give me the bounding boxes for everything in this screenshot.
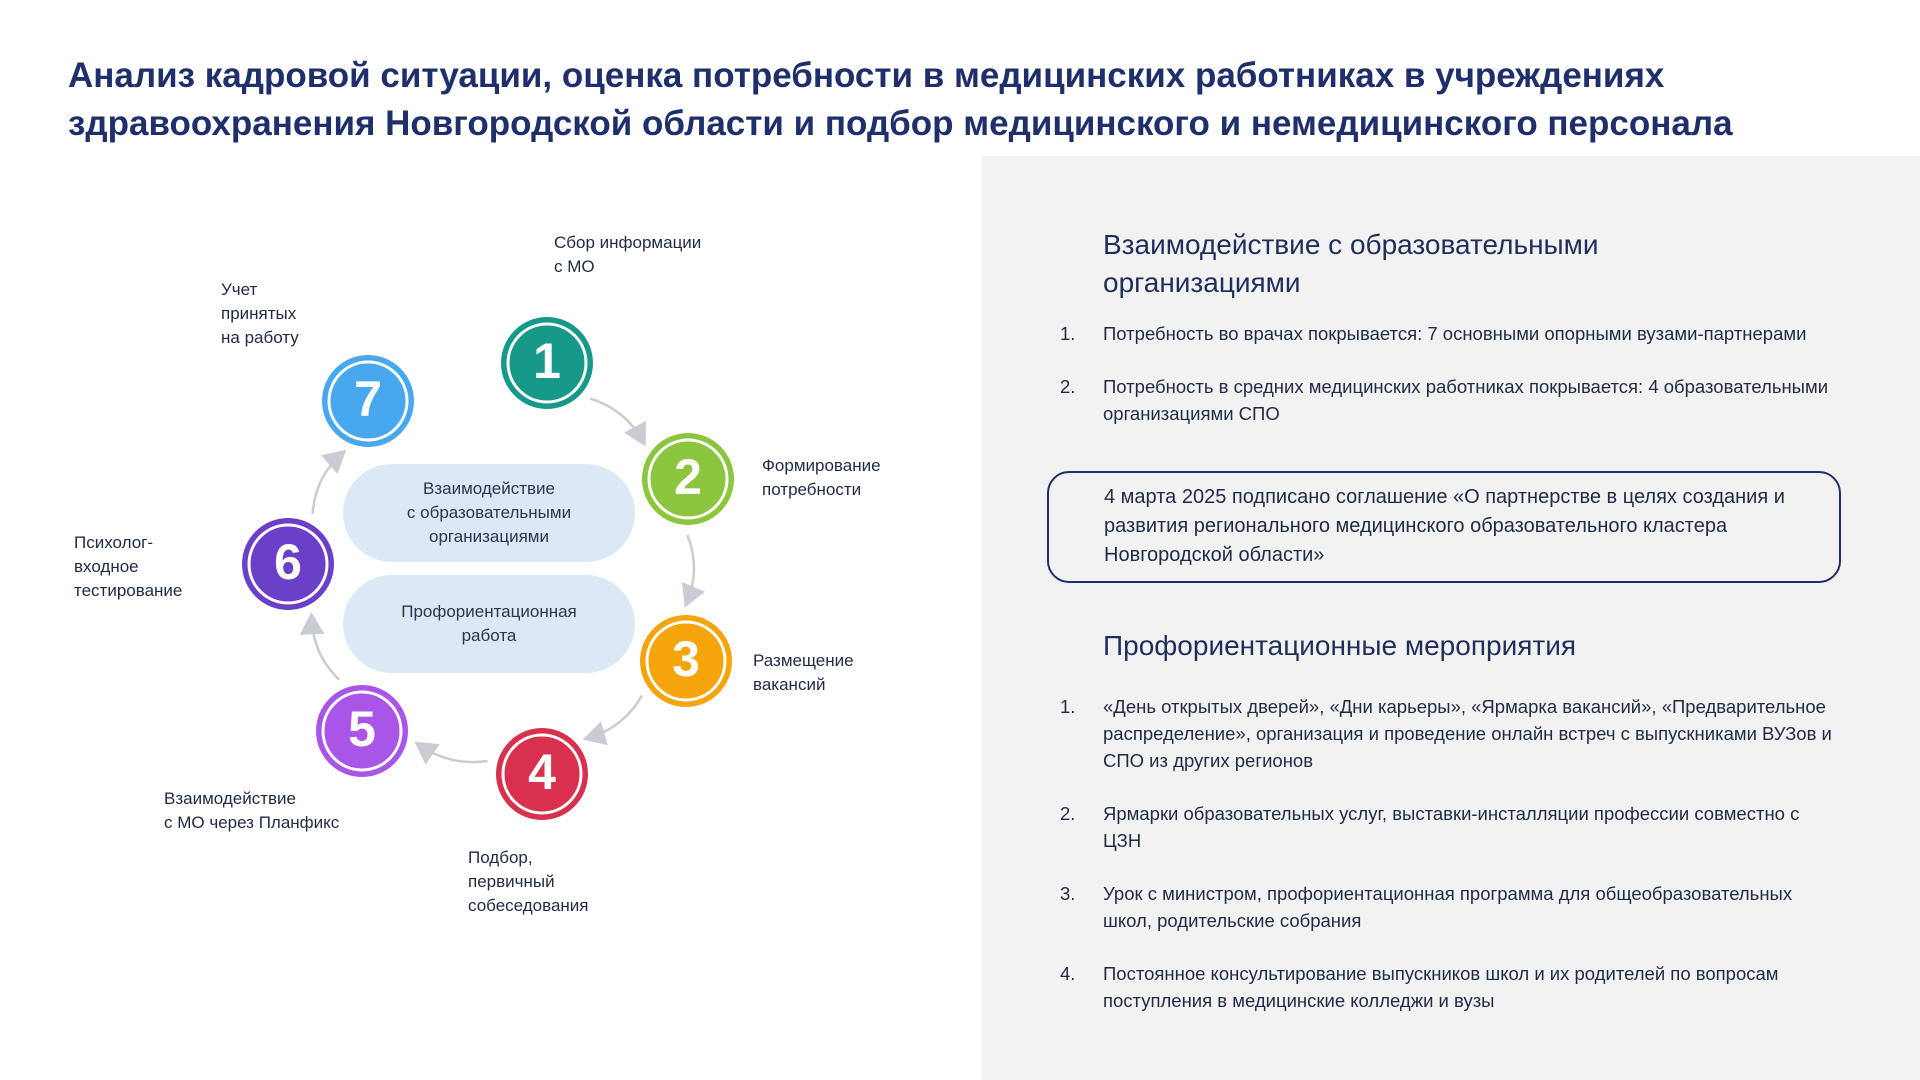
list-item-number: 2.	[1060, 803, 1076, 824]
step-number: 6	[274, 534, 302, 591]
section2-list	[1060, 693, 1840, 1040]
list-item-number: 3.	[1060, 883, 1076, 904]
page-title	[68, 52, 1848, 148]
list-item-text: «День открытых дверей», «Дни карьеры», «Ярмарка вакансий», «Предварительное распределение», организация и проведение онлайн встреч с выпускниками ВУЗов и СПО из других регионов	[1103, 696, 1832, 771]
step-number: 1	[533, 333, 561, 390]
list-item	[1060, 880, 1840, 934]
list-item	[1060, 373, 1840, 427]
cycle-arrow	[313, 453, 343, 514]
section1-title	[1103, 226, 1599, 302]
step-7-circle	[322, 355, 414, 447]
step-number: 2	[674, 449, 702, 506]
list-item-number: 4.	[1060, 963, 1076, 984]
step-number: 5	[348, 701, 376, 758]
list-item-number: 1.	[1060, 323, 1076, 344]
section2-title: Профориентационные мероприятия	[1103, 630, 1576, 661]
step-6-circle	[242, 518, 334, 610]
cycle-circles	[242, 317, 734, 820]
section1-list	[1060, 320, 1840, 453]
list-item	[1060, 320, 1840, 347]
cycle-arrow	[590, 399, 643, 443]
step-7-label: Учет принятых на работу	[221, 280, 299, 347]
list-item-number: 1.	[1060, 696, 1076, 717]
cycle-arrow	[687, 535, 694, 603]
section1-title-line-1: Взаимодействие с образовательными	[1103, 229, 1599, 260]
step-3-label: Размещение вакансий	[753, 651, 854, 694]
list-item	[1060, 960, 1840, 1014]
step-number: 3	[672, 631, 700, 688]
cycle-diagram	[0, 156, 982, 1080]
page-title-line-1: Анализ кадровой ситуации, оценка потребности в медицинских работниках в учреждениях	[68, 56, 1665, 95]
list-item-text: Ярмарки образовательных услуг, выставки-инсталляции профессии совместно с ЦЗН	[1103, 803, 1800, 851]
list-item	[1060, 800, 1840, 854]
step-5-label: Взаимодействие с МО через Планфикс	[164, 789, 340, 832]
list-item-number: 2.	[1060, 376, 1076, 397]
list-item-text: Урок с министром, профориентационная программа для общеобразовательных школ, родительские собрания	[1103, 883, 1793, 931]
step-3-circle	[640, 615, 732, 707]
list-item	[1060, 693, 1840, 774]
section1-title-line-2: организациями	[1103, 267, 1301, 298]
step-number: 7	[354, 371, 382, 428]
step-number: 4	[528, 744, 556, 801]
list-item-text: Постоянное консультирование выпускников школ и их родителей по вопросам поступления в медицинские колледжи и вузы	[1103, 963, 1779, 1011]
center-pill-career-guidance: Профориентационная работа	[343, 575, 635, 673]
page-title-line-2: здравоохранения Новгородской области и подбор медицинского и немедицинского персонала	[68, 104, 1733, 143]
step-2-label: Формирование потребности	[762, 456, 881, 499]
step-4-circle	[496, 728, 588, 820]
step-4-label: Подбор, первичный собеседования	[468, 848, 589, 915]
cycle-arrow	[588, 696, 642, 739]
list-item-text: Потребность во врачах покрывается: 7 основными опорными вузами-партнерами	[1103, 323, 1807, 344]
step-6-label: Психолог- входное тестирование	[74, 533, 183, 600]
step-2-circle	[642, 433, 734, 525]
step-1-label: Сбор информации с МО	[554, 233, 702, 276]
step-5-circle	[316, 685, 408, 777]
center-pill-education: Взаимодействие с образовательными организациями	[343, 464, 635, 562]
agreement-callout: 4 марта 2025 подписано соглашение «О партнерстве в целях создания и развития регионального медицинского образовательного кластера Новгородской области»	[1047, 471, 1841, 583]
step-1-circle	[501, 317, 593, 409]
cycle-arrow	[418, 744, 487, 762]
list-item-text: Потребность в средних медицинских работниках покрывается: 4 образовательными организациями СПО	[1103, 376, 1829, 424]
cycle-arrow	[311, 617, 339, 680]
